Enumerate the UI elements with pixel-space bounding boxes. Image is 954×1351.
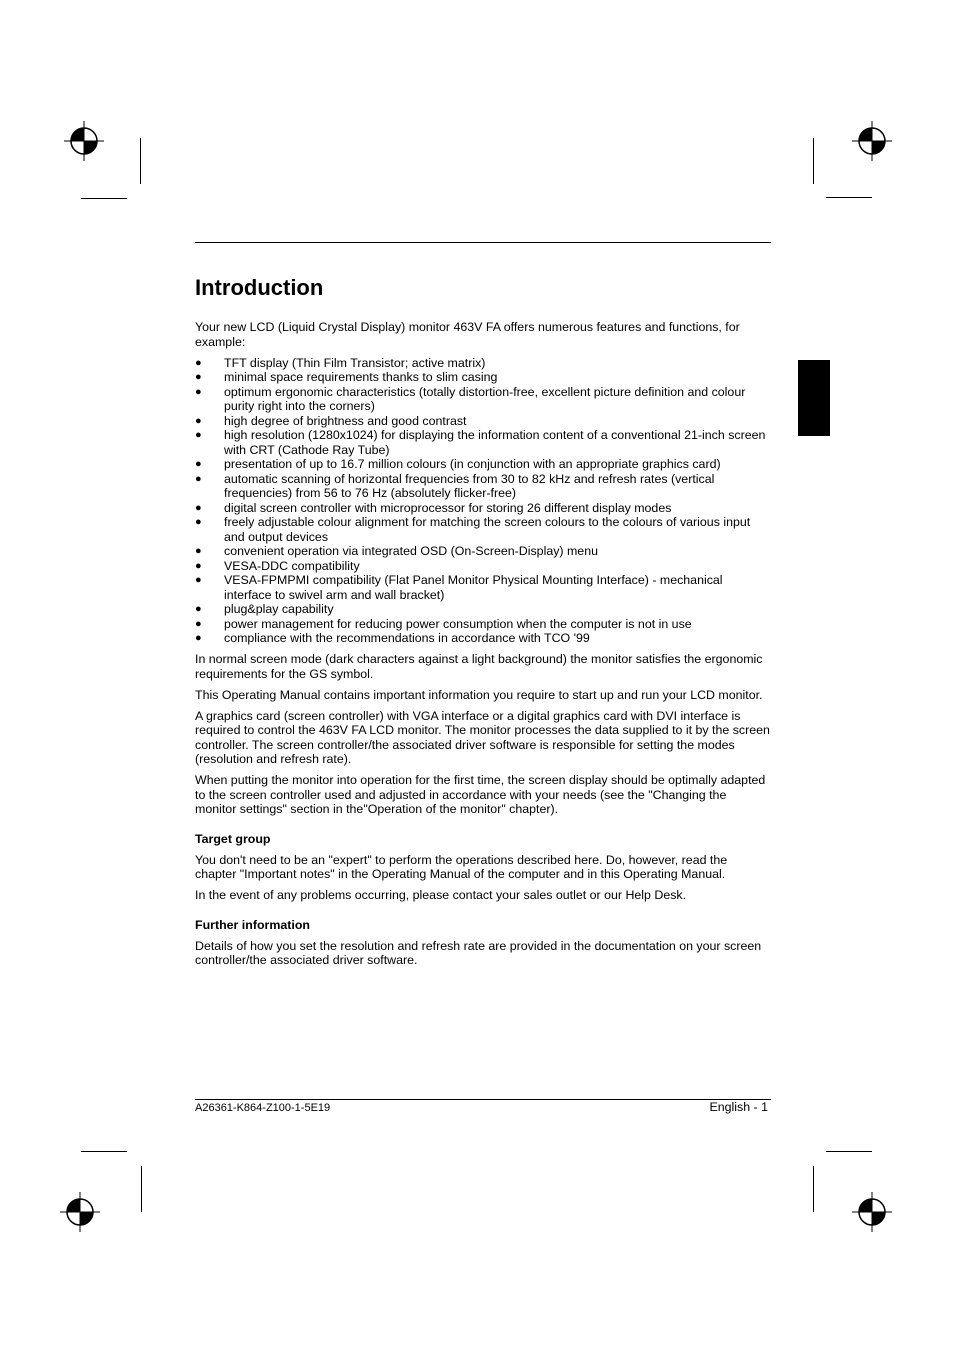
bullet-icon: ● xyxy=(195,632,202,644)
list-item: ● minimal space requirements thanks to slim casing xyxy=(195,370,498,384)
registration-mark-icon xyxy=(852,1192,892,1232)
body-paragraph: When putting the monitor into operation for the first time, the screen display should be optimally adapted to the screen controller used and adjusted in accordance with your needs (see the "Changing the monitor settings" section in the"Operation of the monitor" chapter). xyxy=(195,773,766,816)
bullet-icon: ● xyxy=(195,516,202,528)
list-item: ● high degree of brightness and good contrast xyxy=(195,413,467,428)
registration-mark-icon xyxy=(852,121,892,161)
crop-line xyxy=(81,1151,127,1152)
body-paragraph: This Operating Manual contains important information you require to start up and run your LCD monitor. xyxy=(195,687,763,702)
crop-line xyxy=(813,1166,814,1212)
bullet-icon: ● xyxy=(195,356,202,369)
list-item: ● freely adjustable colour alignment for matching the screen colours to the colours of various input and output devices xyxy=(195,515,751,544)
bullet-icon: ● xyxy=(195,574,202,586)
main-content xyxy=(195,276,771,974)
crop-line xyxy=(81,198,127,199)
body-paragraph: A graphics card (screen controller) with VGA interface or a digital graphics card with DVI interface is required to control the 463V FA LCD monitor. The monitor processes the data supplied to it by the screen controller. The screen controller/the associated driver software is responsible for setting the modes (resolution and refresh rate). xyxy=(195,708,770,766)
crop-line xyxy=(140,138,141,184)
registration-mark-icon xyxy=(64,121,104,161)
page-title: Introduction xyxy=(195,275,324,300)
page-number: English - 1 xyxy=(709,1100,768,1114)
body-paragraph: You don't need to be an "expert" to perform the operations described here. Do, however, read the chapter "Important notes" in the Operating Manual of the computer and in this Operating Manual. xyxy=(195,852,728,881)
bullet-icon: ● xyxy=(195,617,202,630)
section-heading-further-information: Further information xyxy=(195,917,310,932)
bullet-icon: ● xyxy=(195,472,202,485)
bullet-icon: ● xyxy=(195,458,202,470)
list-item: ● power management for reducing power consumption when the computer is not in use xyxy=(195,616,692,631)
crop-line xyxy=(826,197,872,198)
list-item: ● plug&play capability xyxy=(195,602,334,616)
list-item: ● compliance with the recommendations in accordance with TCO '99 xyxy=(195,631,590,645)
section-heading-target-group: Target group xyxy=(195,831,271,846)
header-rule xyxy=(195,242,771,243)
bullet-icon: ● xyxy=(195,501,202,514)
body-paragraph: In the event of any problems occurring, please contact your sales outlet or our Help Desk. xyxy=(195,888,687,902)
list-item: ● VESA-FPMPMI compatibility (Flat Panel Monitor Physical Mounting Interface) - mechanical interface to swivel arm and wall bracket) xyxy=(195,573,723,602)
bullet-icon: ● xyxy=(195,429,202,441)
body-paragraph: Details of how you set the resolution and refresh rate are provided in the documentation on your screen controller/the associated driver software. xyxy=(195,938,762,967)
bullet-icon: ● xyxy=(195,603,202,615)
list-item: ● automatic scanning of horizontal frequencies from 30 to 82 kHz and refresh rates (vertical frequencies) from 56 to 76 Hz (absolutely flicker-free) xyxy=(195,471,715,500)
list-item: ● TFT display (Thin Film Transistor; active matrix) xyxy=(195,355,486,370)
bullet-icon: ● xyxy=(195,371,202,383)
list-item: ● convenient operation via integrated OSD (On-Screen-Display) menu xyxy=(195,544,598,558)
list-item: ● optimum ergonomic characteristics (totally distortion-free, excellent picture definition and colour purity right into the corners) xyxy=(195,384,746,413)
bullet-icon: ● xyxy=(195,545,202,557)
list-item: ● VESA-DDC compatibility xyxy=(195,558,360,573)
list-item: ● digital screen controller with microprocessor for storing 26 different display modes xyxy=(195,500,672,515)
intro-paragraph: Your new LCD (Liquid Crystal Display) monitor 463V FA offers numerous features and functions, for example: xyxy=(195,320,740,349)
footer-rule xyxy=(195,1099,771,1100)
bullet-icon: ● xyxy=(195,414,202,427)
bullet-icon: ● xyxy=(195,385,202,398)
list-item: ● high resolution (1280x1024) for displaying the information content of a conventional 21-inch screen with CRT (Cathode Ray Tube) xyxy=(195,428,766,457)
registration-mark-icon xyxy=(60,1192,100,1232)
crop-line xyxy=(813,138,814,184)
body-paragraph: In normal screen mode (dark characters against a light background) the monitor satisfies the ergonomic requirements for the GS symbol. xyxy=(195,652,763,681)
language-tab-marker xyxy=(798,360,830,436)
crop-line xyxy=(826,1151,872,1152)
crop-line xyxy=(141,1166,142,1212)
bullet-icon: ● xyxy=(195,559,202,572)
feature-list xyxy=(195,356,771,646)
document-number: A26361-K864-Z100-1-5E19 xyxy=(195,1102,331,1114)
list-item: ● presentation of up to 16.7 million colours (in conjunction with an appropriate graphics card) xyxy=(195,457,721,471)
